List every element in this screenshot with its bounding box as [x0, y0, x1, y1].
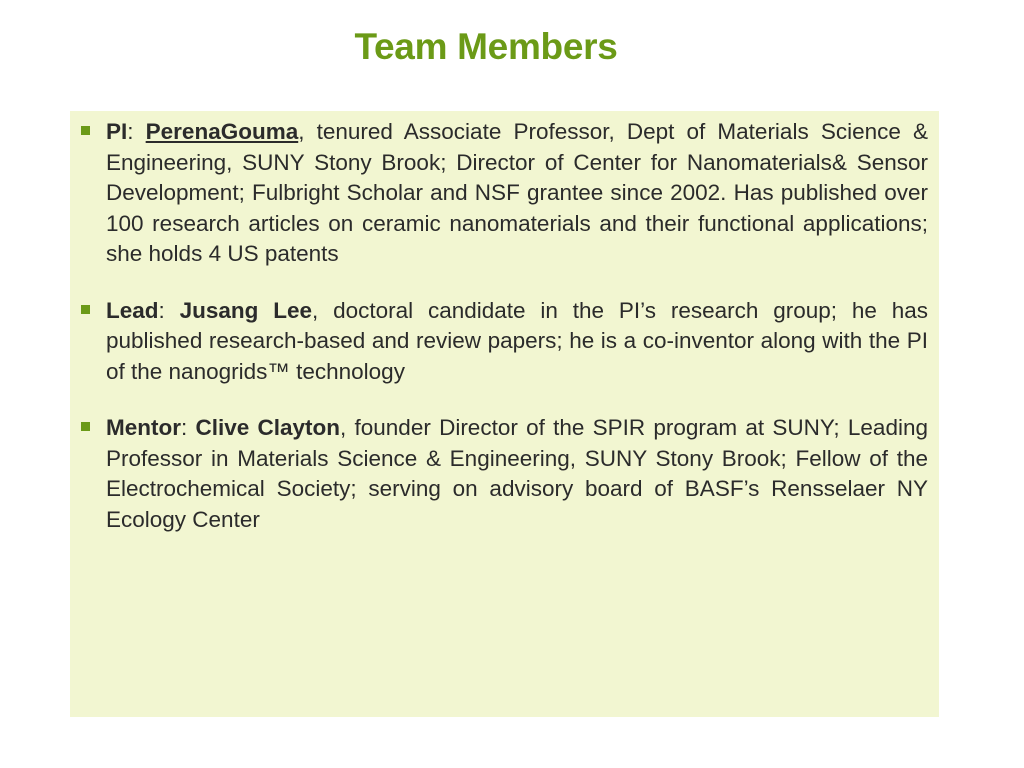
member-role: Mentor	[106, 415, 181, 440]
member-description: , doctoral candidate in the PI’s research group; he has published research-based and review papers; he is a co-inventor along with the PI of the nanogrids™ technology	[106, 297, 928, 384]
square-bullet-icon	[81, 422, 90, 431]
team-member-lead	[106, 296, 928, 388]
team-member-mentor	[106, 413, 928, 535]
role-separator: :	[158, 297, 180, 323]
role-separator: :	[127, 119, 146, 144]
team-member-pi	[106, 117, 928, 270]
role-separator: :	[181, 415, 196, 440]
team-member-list	[106, 117, 928, 561]
member-name: Clive Clayton	[195, 415, 341, 440]
member-description: , founder Director of the SPIR program at SUNY; Leading Professor in Materials Science & Engineering, SUNY Stony Brook; Fellow of the Electrochemical Society; serving on advisory board of BASF’s Rensselaer NY Ecology Center	[106, 415, 928, 532]
member-role: PI	[106, 119, 128, 144]
square-bullet-icon	[81, 305, 90, 314]
member-role: Lead	[106, 297, 159, 323]
content-box	[70, 111, 939, 717]
square-bullet-icon	[81, 126, 90, 135]
slide-title: Team Members	[354, 26, 618, 67]
member-description: , tenured Associate Professor, Dept of Materials Science & Engineering, SUNY Stony Brook; Director of Center for Nanomaterials& Sensor Development; Fulbright Scholar and NSF grantee since 2002. Has published over 100 research articles on ceramic nanomaterials and their functional applications; she holds 4 US patents	[106, 119, 928, 266]
member-name: Jusang Lee	[179, 297, 312, 323]
member-name: PerenaGouma	[145, 119, 299, 144]
